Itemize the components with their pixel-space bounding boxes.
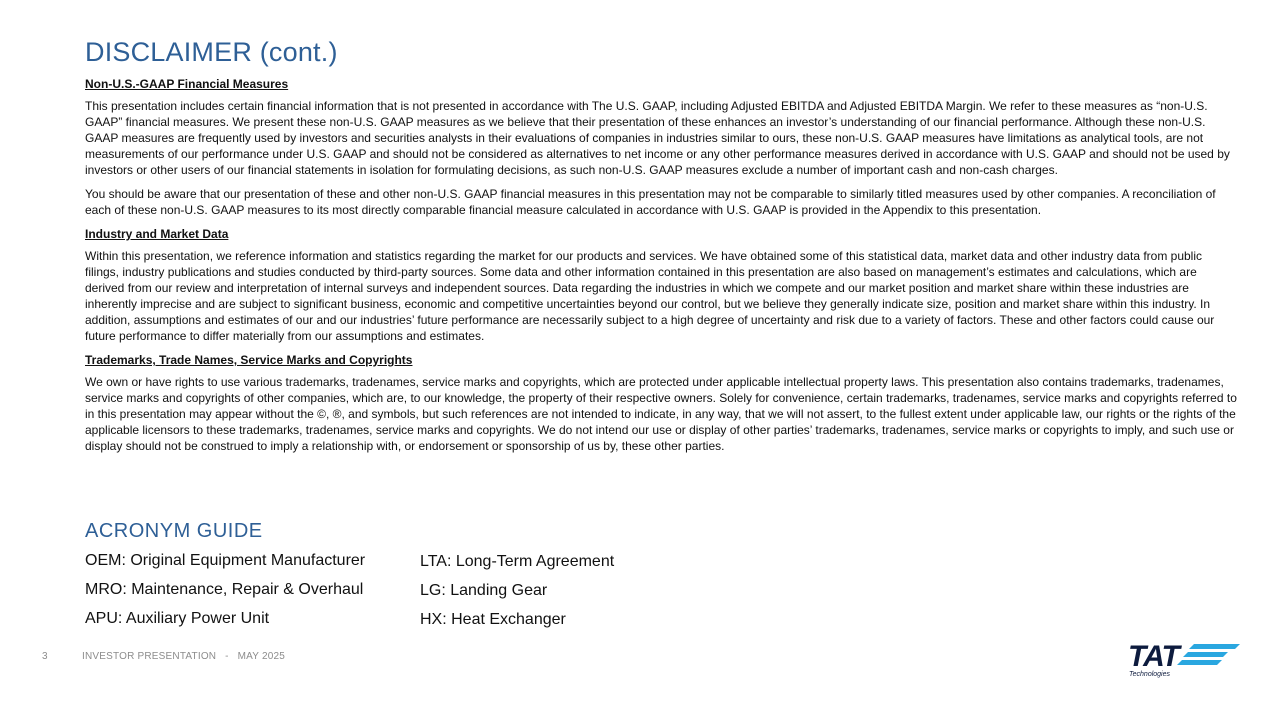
paragraph: Within this presentation, we reference information and statistics regarding the market for our products and services. We have obtained some of this statistical data, market data and other industry data from public filings, industry publications and studies conducted by third-party sources. Some data and other information contained in this presentation are also based on management’s estimates and calculations, which are derived from our review and interpretation of internal surveys and independent sources. Data regarding the industries in which we compete and our market position and market share within these industries are inherently imprecise and are subject to significant business, economic and competitive uncertainties beyond our control, but we believe they generally indicate size, position and market share within this industry. In addition, assumptions and estimates of our and our industries’ future performance are necessarily subject to a high degree of uncertainty and risk due to a variety of factors. These and other factors could cause our future performance to differ materially from our assumptions and estimates. xyxy=(85,249,1215,343)
page-number: 3 xyxy=(42,651,48,662)
acronym-guide-title: ACRONYM GUIDE xyxy=(85,520,263,542)
logo-stripe-middle xyxy=(1183,652,1228,657)
acronym-item: MRO: Maintenance, Repair & Overhaul xyxy=(85,581,364,598)
logo-stripe-bottom xyxy=(1177,660,1222,665)
acronym-list-right xyxy=(420,550,614,637)
logo-stripe-top xyxy=(1189,644,1240,649)
section-heading-non-gaap: Non-U.S.-GAAP Financial Measures xyxy=(85,77,289,91)
section-heading-trademarks: Trademarks, Trade Names, Service Marks and Copyrights xyxy=(85,353,413,367)
footer-text: INVESTOR PRESENTATION - MAY 2025 xyxy=(82,651,285,662)
logo-tagline: Technologies xyxy=(1129,671,1170,678)
paragraph: You should be aware that our presentation of these and other non-U.S. GAAP financial measures in this presentation may not be comparable to similarly titled measures used by other companies. A reconciliation of each of these non-U.S. GAAP measures to its most directly comparable financial measure calculated in accordance with U.S. GAAP is provided in the Appendix to this presentation. xyxy=(85,187,1216,217)
acronym-list-left xyxy=(85,549,365,636)
acronym-item: HX: Heat Exchanger xyxy=(420,611,566,628)
acronym-item: LG: Landing Gear xyxy=(420,582,548,599)
paragraph: This presentation includes certain financial information that is not presented in accordance with The U.S. GAAP, including Adjusted EBITDA and Adjusted EBITDA Margin. We refer to these measures as “non-U.S. GAAP” financial measures. We present these non-U.S. GAAP measures as we believe that their presentation of these enhances an investor’s understanding of our financial performance. Although these non-U.S. GAAP measures are frequently used by investors and securities analysts in their evaluations of companies in industries similar to ours, these non-U.S. GAAP measures have limitations as analytical tools, are not measurements of our performance under U.S. GAAP and should not be considered as alternatives to net income or any other performance measures derived in accordance with U.S. GAAP and should not be used by investors or other users of our financial statements in isolation for formulating decisions, as such non-U.S. GAAP measures exclude a number of important cash and non-cash charges. xyxy=(85,99,1230,177)
acronym-item: LTA: Long-Term Agreement xyxy=(420,553,615,570)
paragraph: We own or have rights to use various trademarks, tradenames, service marks and copyrights, which are protected under applicable intellectual property laws. This presentation also contains trademarks, tradenames, service marks and copyrights of other companies, which are, to our knowledge, the property of their respective owners. Solely for convenience, certain trademarks, tradenames, service marks and copyrights referred to in this presentation may appear without the ©, ®, and symbols, but such references are not intended to indicate, in any way, that we will not assert, to the fullest extent under applicable law, our rights or the rights of the applicable licensors to these trademarks, tradenames, service marks and copyrights. We do not intend our use or display of other parties’ trademarks, tradenames, service marks or copyrights to imply, and such use or display should not be construed to imply a relationship with, or endorsement or sponsorship of us by, these other parties. xyxy=(85,375,1237,453)
tat-technologies-logo xyxy=(1128,640,1240,680)
disclaimer-body xyxy=(85,76,1237,462)
page-title: DISCLAIMER (cont.) xyxy=(85,37,338,67)
acronym-item: OEM: Original Equipment Manufacturer xyxy=(85,552,366,569)
section-heading-industry-market-data: Industry and Market Data xyxy=(85,227,229,241)
logo-wordmark: TAT xyxy=(1128,640,1179,673)
acronym-item: APU: Auxiliary Power Unit xyxy=(85,610,270,627)
